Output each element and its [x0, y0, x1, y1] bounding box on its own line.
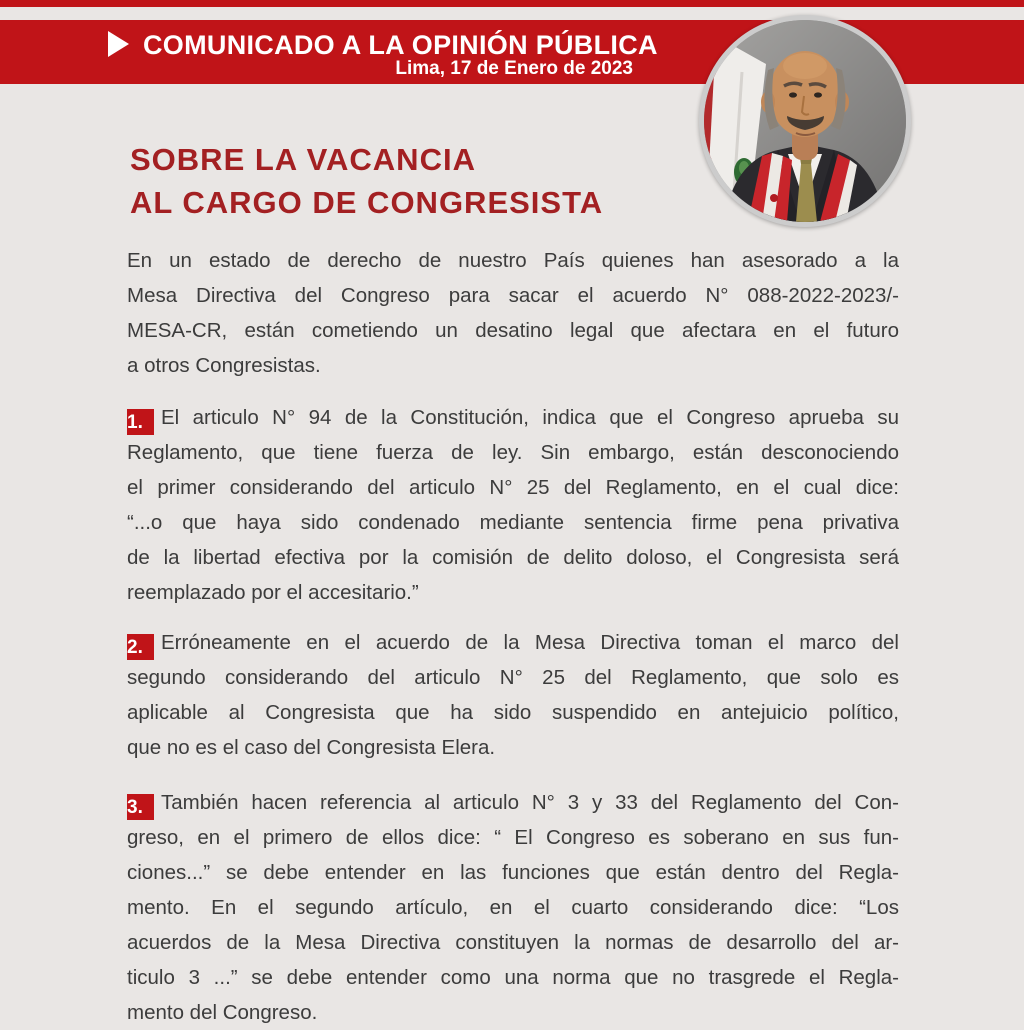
text-line: En un estado de derecho de nuestro País quienes han asesorado a la: [127, 249, 899, 272]
text-line: el primer considerando del articulo N° 25 del Reglamento, en el cual dice:: [127, 476, 899, 499]
text-line: acuerdos de la Mesa Directiva constituyen la normas de desarrollo del ar-: [127, 931, 899, 954]
top-red-strip: [0, 0, 1024, 7]
item-number-badge: 2.: [127, 634, 154, 660]
text-line: a otros Congresistas.: [127, 354, 321, 377]
text-line: mento. En el segundo artículo, en el cuarto considerando dice: “Los: [127, 896, 899, 919]
header-title: COMUNICADO A LA OPINIÓN PÚBLICA: [143, 30, 658, 60]
portrait-photo: [699, 15, 911, 227]
text-line: de la libertad efectiva por la comisión de delito doloso, el Congresista será: [127, 546, 899, 569]
text-line: MESA-CR, están cometiendo un desatino legal que afectara en el futuro: [127, 319, 899, 342]
congressman-portrait-icon: [704, 20, 906, 222]
document-title-line2: AL CARGO DE CONGRESISTA: [130, 185, 604, 220]
text-line: aplicable al Congresista que ha sido suspendido en antejuicio político,: [127, 701, 899, 724]
header-date: Lima, 17 de Enero de 2023: [395, 58, 633, 79]
text-line: 2. Erróneamente en el acuerdo de la Mesa Directiva toman el marco del: [127, 625, 899, 660]
paragraph: [127, 400, 899, 610]
item-number-badge: 1.: [127, 409, 154, 435]
document-title: [130, 138, 603, 224]
paragraph: [127, 243, 899, 383]
document-title-line1: SOBRE LA VACANCIA: [130, 142, 476, 177]
play-triangle-icon: [108, 31, 129, 57]
text-line: Mesa Directiva del Congreso para sacar el acuerdo N° 088-2022-2023/-: [127, 284, 899, 307]
text-line: “...o que haya sido condenado mediante sentencia firme pena privativa: [127, 511, 899, 534]
text-line: reemplazado por el accesitario.”: [127, 581, 419, 604]
item-number-badge: 3.: [127, 794, 154, 820]
text-line: segundo considerando del articulo N° 25 del Reglamento, que solo es: [127, 666, 899, 689]
text-line: 1. El articulo N° 94 de la Constitución, indica que el Congreso aprueba su: [127, 400, 899, 435]
paragraph: [127, 785, 899, 1030]
text-line: 3. También hacen referencia al articulo N° 3 y 33 del Reglamento del Con-: [127, 785, 899, 820]
text-line: mento del Congreso.: [127, 1001, 318, 1024]
paragraph: [127, 625, 899, 765]
text-line: greso, en el primero de ellos dice: “ El Congreso es soberano en sus fun-: [127, 826, 899, 849]
text-line: que no es el caso del Congresista Elera.: [127, 736, 496, 759]
text-line: ticulo 3 ...” se debe entender como una norma que no trasgrede el Regla-: [127, 966, 899, 989]
text-line: Reglamento, que tiene fuerza de ley. Sin embargo, están desconociendo: [127, 441, 899, 464]
text-line: ciones...” se debe entender en las funciones que están dentro del Regla-: [127, 861, 899, 884]
